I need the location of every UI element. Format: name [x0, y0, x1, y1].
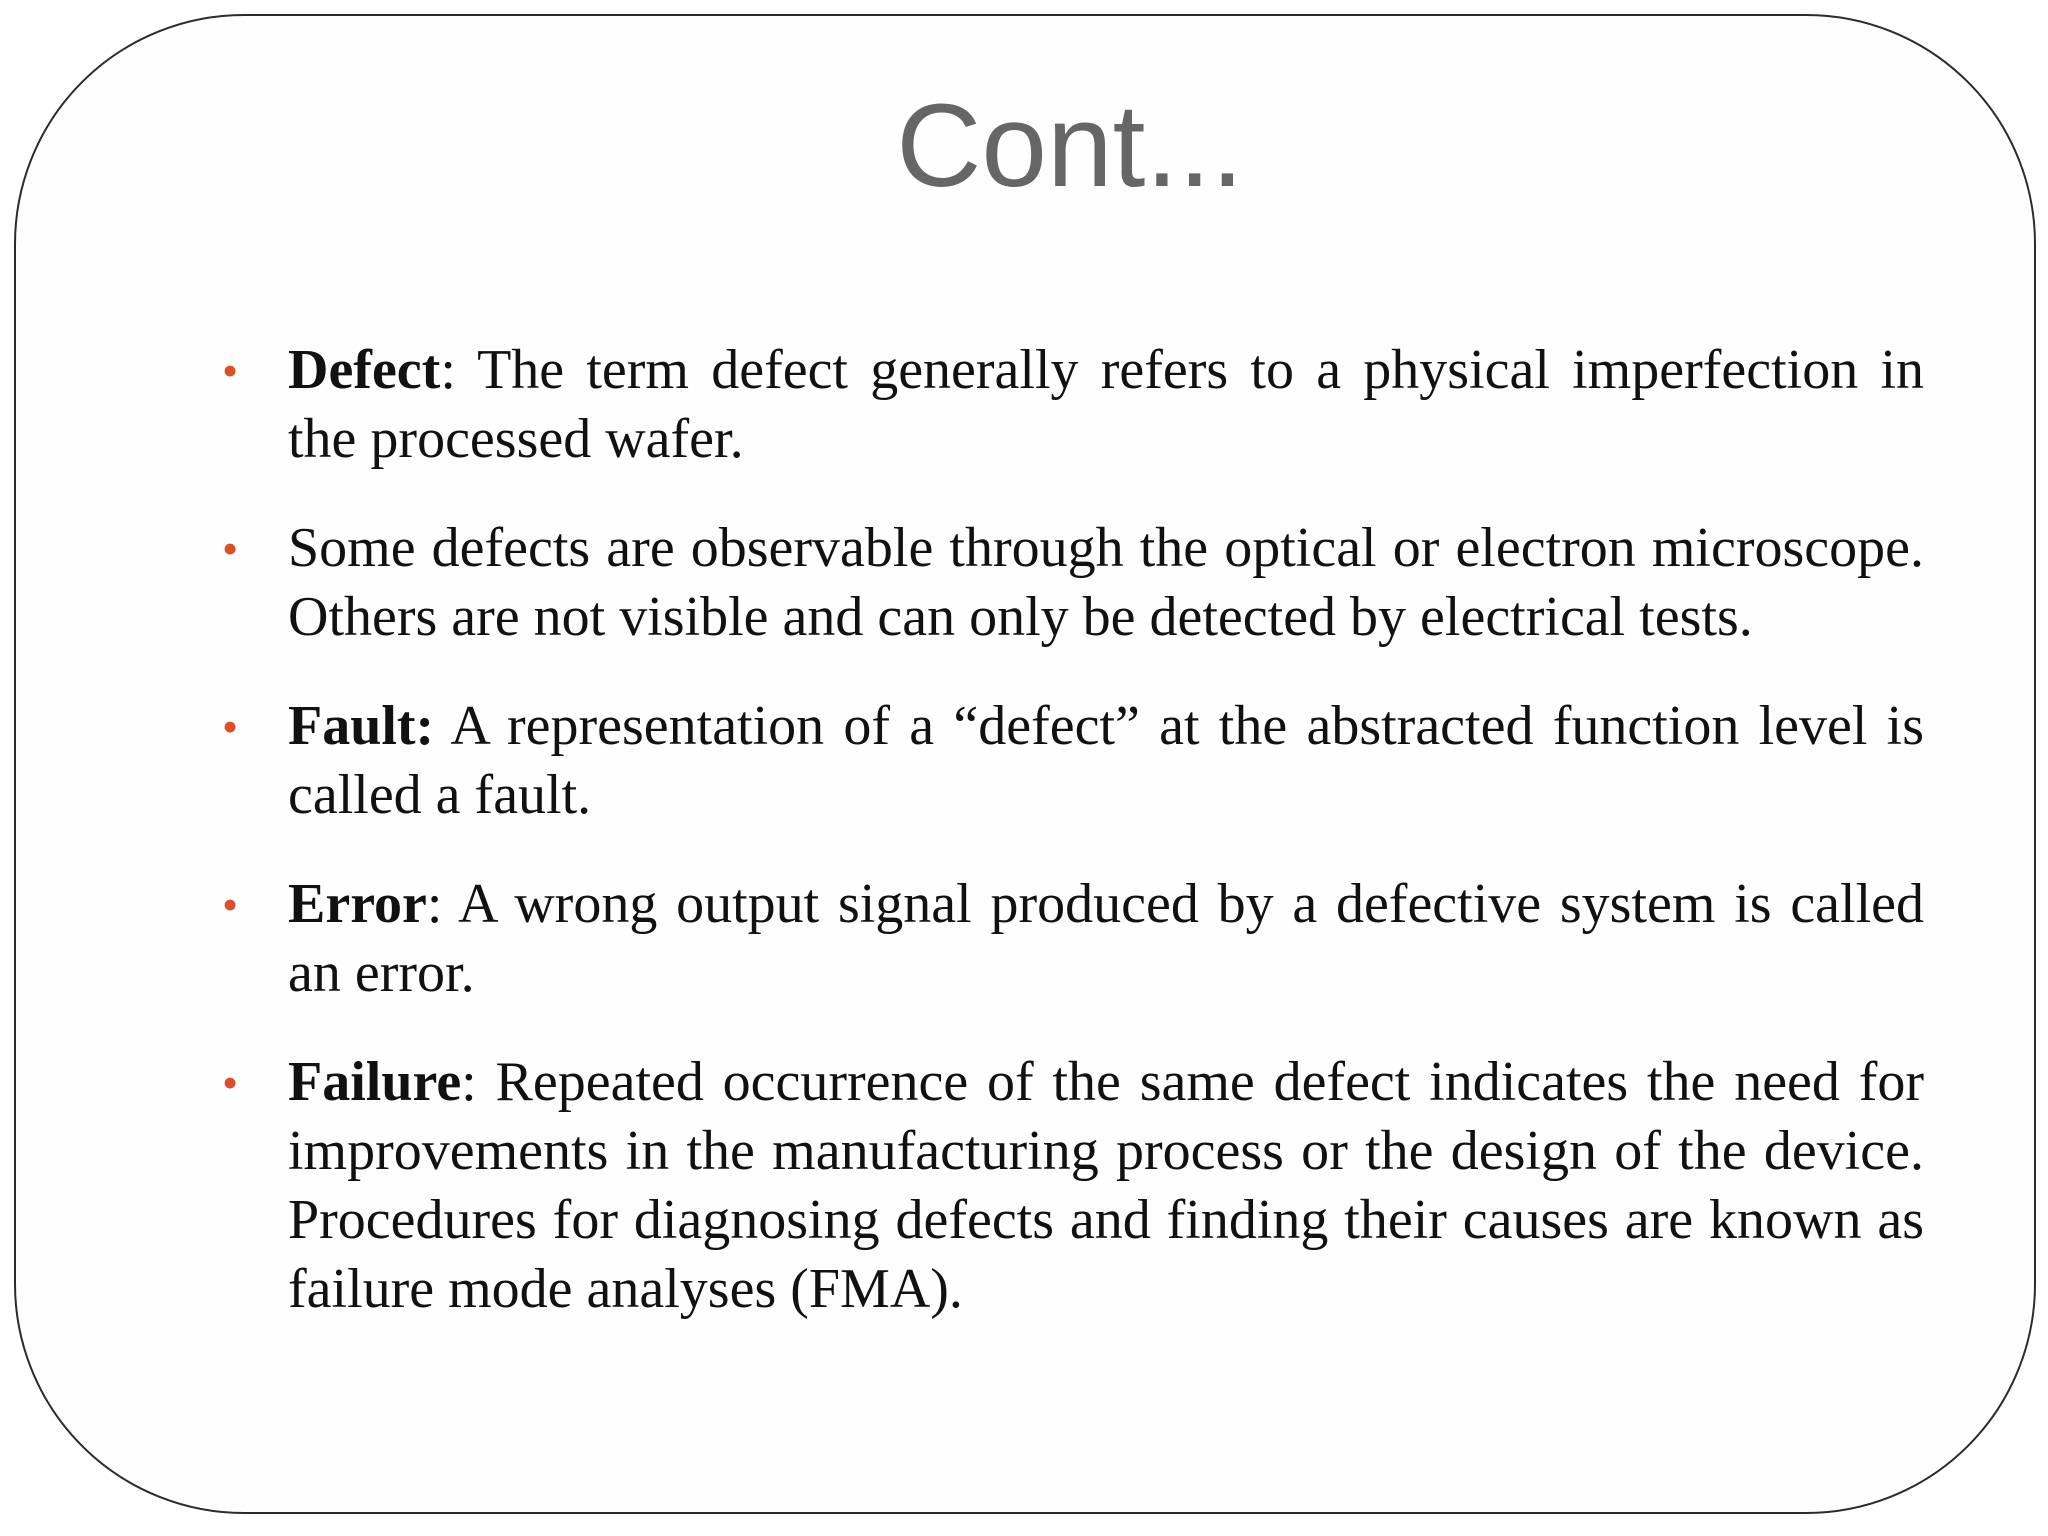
bullet-item-error — [222, 870, 1924, 1008]
bullet-item-defect — [222, 336, 1924, 474]
bullet-separator: : — [461, 1051, 477, 1113]
bullet-term: Defect — [288, 339, 441, 401]
bullet-dot-icon: • — [222, 523, 239, 574]
bullet-dot-icon: • — [222, 701, 239, 752]
bullet-dot-icon: • — [222, 345, 239, 396]
bullet-text: The term defect generally refers to a physical imperfection in the processed wafer. — [288, 339, 1924, 470]
bullet-text: Some defects are observable through the optical or electron microscope. Others are not visible and can only be detected by electrical tests. — [288, 517, 1924, 648]
bullet-dot-icon: • — [222, 879, 239, 930]
bullet-item-fault — [222, 692, 1924, 830]
bullet-term: Fault: — [288, 695, 435, 757]
bullet-term: Error — [288, 873, 427, 935]
bullet-separator: : — [440, 339, 456, 401]
bullet-text: A representation of a “defect” at the abstracted function level is called a fault. — [288, 695, 1924, 826]
bullet-text: Repeated occurrence of the same defect indicates the need for improvements in the manufacturing process or the design of the device. Procedures for diagnosing defects and finding their causes are known as failure mode analyses (FMA). — [288, 1051, 1924, 1320]
bullet-item-observable — [222, 514, 1924, 652]
bullet-text: A wrong output signal produced by a defective system is called an error. — [288, 873, 1924, 1004]
slide-title: Cont... — [896, 80, 1244, 212]
bullet-dot-icon: • — [222, 1057, 239, 1108]
bullet-term: Failure — [288, 1051, 462, 1113]
bullet-separator: : — [426, 873, 443, 935]
bullet-item-failure — [222, 1048, 1924, 1324]
bullet-list — [222, 336, 1924, 1364]
